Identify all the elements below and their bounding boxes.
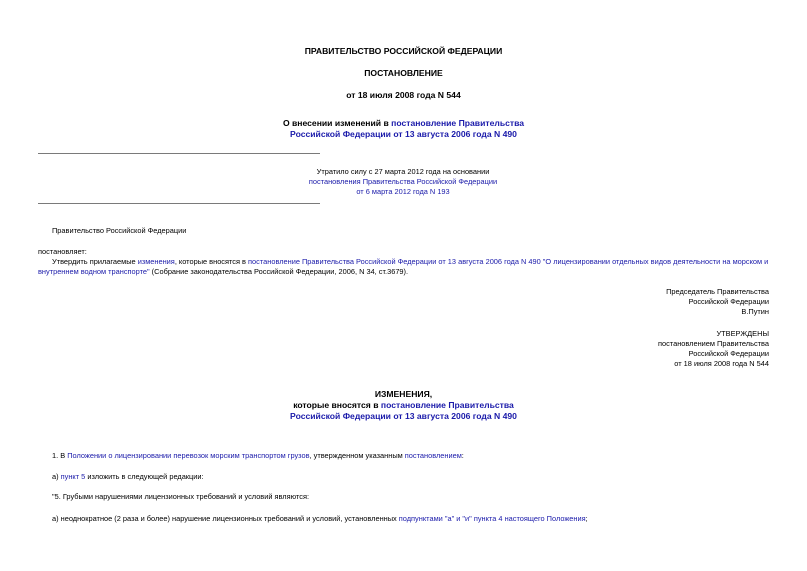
paragraph-1-line2: [38, 267, 408, 278]
p1-text-c: (Собрание законодательства Российской Федерации, 2006, N 34, ст.3679).: [149, 267, 409, 276]
void-notice-link-line2[interactable]: от 6 марта 2012 года N 193: [356, 187, 450, 196]
approved-line1: УТВЕРЖДЕНЫ: [716, 329, 769, 338]
item1-text-c: :: [461, 451, 464, 460]
p1-link-changes[interactable]: изменения: [137, 257, 175, 266]
item-a: [52, 472, 204, 483]
title-link-resolution-line2[interactable]: Российской Федерации от 13 августа 2006 года N 490: [290, 129, 517, 139]
sub-item-a: [52, 514, 588, 525]
government-heading: ПРАВИТЕЛЬСТВО РОССИЙСКОЙ ФЕДЕРАЦИИ: [304, 46, 503, 56]
void-notice-line1: Утратило силу с 27 марта 2012 года на основании: [316, 167, 490, 176]
item1-text-a: 1. В: [52, 451, 68, 460]
item1-link-resolution[interactable]: постановлением: [404, 451, 462, 460]
intro-text: Правительство Российской Федерации: [52, 226, 187, 235]
document-type-heading: ПОСТАНОВЛЕНИЕ: [364, 68, 443, 78]
paragraph-1-line1: [52, 257, 768, 268]
divider-top: [38, 153, 320, 154]
item1-text-b: , утвержденном указанным: [309, 451, 405, 460]
approved-line4: от 18 июля 2008 года N 544: [674, 359, 769, 368]
decrees-text: постановляет:: [38, 247, 87, 256]
signature-name: В.Путин: [741, 307, 769, 316]
item-a-text-b: изложить в следующей редакции:: [85, 472, 204, 481]
changes-subtitle-link-line2[interactable]: Российской Федерации от 13 августа 2006 года N 490: [290, 411, 517, 421]
p1-text-b: , которые вносятся в: [174, 257, 249, 266]
p1-link-resolution[interactable]: постановление Правительства Российской Федерации от 13 августа 2006 года N 490 "О лицензировании отдельных видов деятельности на морском и: [248, 257, 769, 266]
p1-link-resolution-cont[interactable]: внутреннем водном транспорте": [38, 267, 150, 276]
sub-a-link-subclauses[interactable]: подпунктами "а" и "и" пункта 4 настоящего Положения: [398, 514, 586, 523]
item-1: [52, 451, 464, 462]
item1-link-regulation[interactable]: Положении о лицензировании перевозок морским транспортом грузов: [67, 451, 310, 460]
signature-line1: Председатель Правительства: [666, 287, 769, 296]
changes-subtitle-prefix: которые вносятся в: [293, 400, 381, 410]
divider-bottom: [38, 203, 320, 204]
sub-a-text-a: а) неоднократное (2 раза и более) нарушение лицензионных требований и условий, установленных: [52, 514, 399, 523]
item-a-text-a: а): [52, 472, 61, 481]
changes-title: ИЗМЕНЕНИЯ,: [374, 389, 433, 399]
p1-text-a: Утвердить прилагаемые: [52, 257, 138, 266]
item-a-link-clause5[interactable]: пункт 5: [60, 472, 86, 481]
title-link-resolution[interactable]: постановление Правительства: [391, 118, 525, 128]
void-notice-link-line1[interactable]: постановления Правительства Российской Федерации: [308, 177, 498, 186]
sub-a-text-b: ;: [585, 514, 588, 523]
approved-line3: Российской Федерации: [688, 349, 769, 358]
signature-line2: Российской Федерации: [688, 297, 769, 306]
quote-clause5: "5. Грубыми нарушениями лицензионных требований и условий являются:: [52, 492, 310, 501]
approved-line2: постановлением Правительства: [658, 339, 769, 348]
document-date-heading: от 18 июля 2008 года N 544: [346, 90, 461, 100]
title-prefix: О внесении изменений в: [282, 118, 392, 128]
changes-subtitle-link[interactable]: постановление Правительства: [380, 400, 514, 410]
